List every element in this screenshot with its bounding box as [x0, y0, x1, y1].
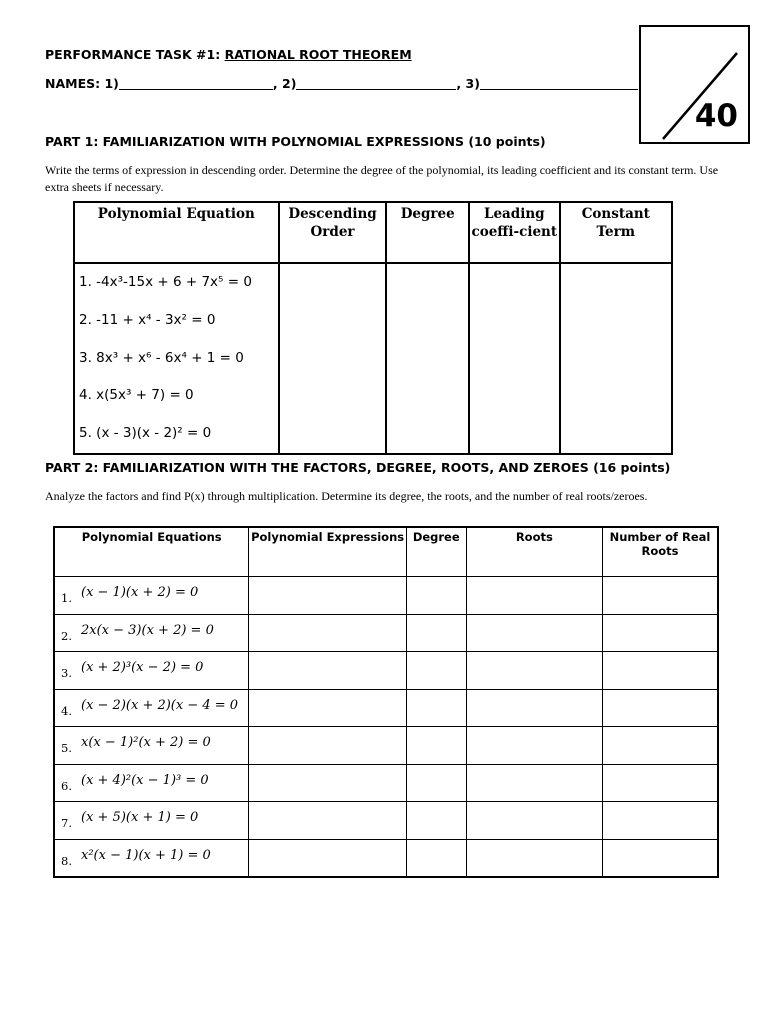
part2-heading: PART 2: FAMILIARIZATION WITH THE FACTORS, DEGREE, ROOTS, AND ZEROES (16 points): [45, 460, 671, 475]
polynomial-equation-cell: [54, 727, 249, 765]
polynomial-expression-answer[interactable]: [249, 802, 406, 840]
names-line: [45, 76, 638, 91]
equation-1: 1. -4x³-15x + 6 + 7x⁵ = 0: [79, 274, 252, 290]
real-roots-count-answer[interactable]: [602, 689, 718, 727]
equation-list: [74, 263, 279, 454]
roots-answer[interactable]: [466, 614, 602, 652]
equation-text: (x + 4)²(x − 1)³ = 0: [81, 772, 209, 788]
table-row: [54, 577, 718, 615]
equation-3: 3. 8x³ + x⁶ - 6x⁴ + 1 = 0: [79, 349, 244, 366]
polynomial-expression-answer[interactable]: [249, 839, 406, 877]
real-roots-count-answer[interactable]: [602, 764, 718, 802]
col-number-of-real-roots: Number of Real Roots: [602, 527, 718, 577]
table-row: [54, 764, 718, 802]
equation-4: 4. x(5x³ + 7) = 0: [79, 387, 194, 404]
degree-answer[interactable]: [406, 652, 466, 690]
col-roots: Roots: [466, 527, 602, 577]
row-number: 4.: [61, 703, 72, 718]
roots-answer[interactable]: [466, 577, 602, 615]
polynomial-equation-cell: [54, 614, 249, 652]
table-row: [54, 839, 718, 877]
row-number: 7.: [61, 816, 72, 831]
row-number: 5.: [61, 741, 72, 756]
real-roots-count-answer[interactable]: [602, 839, 718, 877]
polynomial-equation-cell: [54, 689, 249, 727]
polynomial-expression-answer[interactable]: [249, 614, 406, 652]
equation-5: 5. (x - 3)(x - 2)² = 0: [79, 425, 212, 442]
polynomial-expression-answer[interactable]: [249, 652, 406, 690]
equation-text: 2x(x − 3)(x + 2) = 0: [81, 622, 214, 638]
polynomial-equation-cell: [54, 839, 249, 877]
table-row: [54, 802, 718, 840]
degree-answer[interactable]: [406, 839, 466, 877]
table-row: [54, 727, 718, 765]
row-number: 1.: [61, 591, 72, 606]
real-roots-count-answer[interactable]: [602, 802, 718, 840]
part1-heading: PART 1: FAMILIARIZATION WITH POLYNOMIAL EXPRESSIONS (10 points): [45, 134, 546, 149]
equation-text: x(x − 1)²(x + 2) = 0: [81, 735, 211, 751]
polynomial-equation-cell: [54, 577, 249, 615]
part2-header-row: [54, 527, 718, 577]
task-topic: RATIONAL ROOT THEOREM: [224, 47, 412, 62]
degree-answer[interactable]: [406, 689, 466, 727]
names-sep-2: , 2): [272, 76, 297, 91]
row-number: 3.: [61, 666, 72, 681]
degree-answer[interactable]: [386, 263, 469, 454]
col-constant-term: Constant Term: [560, 202, 672, 263]
names-label: NAMES: 1): [45, 76, 119, 91]
part1-table: [73, 201, 673, 455]
equation-text: (x + 2)³(x − 2) = 0: [81, 660, 204, 676]
equation-2: 2. -11 + x⁴ - 3x² = 0: [79, 311, 216, 328]
roots-answer[interactable]: [466, 802, 602, 840]
table-row: [54, 689, 718, 727]
roots-answer[interactable]: [466, 652, 602, 690]
constant-term-answer[interactable]: [560, 263, 672, 454]
part1-header-row: [74, 202, 672, 263]
name-blank-2[interactable]: [296, 77, 456, 90]
part2-instructions: Analyze the factors and find P(x) through multiplication. Determine its degree, the roots, and the number of real roots/zeroes.: [45, 489, 648, 503]
roots-answer[interactable]: [466, 839, 602, 877]
col-degree: Degree: [386, 202, 469, 263]
degree-answer[interactable]: [406, 577, 466, 615]
real-roots-count-answer[interactable]: [602, 652, 718, 690]
names-sep-3: , 3): [456, 76, 480, 91]
polynomial-expression-answer[interactable]: [249, 689, 406, 727]
roots-answer[interactable]: [466, 727, 602, 765]
task-title: [45, 47, 412, 62]
part1-body-row: [74, 263, 672, 454]
descending-order-answer[interactable]: [279, 263, 387, 454]
name-blank-3[interactable]: [480, 77, 638, 90]
real-roots-count-answer[interactable]: [602, 614, 718, 652]
real-roots-count-answer[interactable]: [602, 577, 718, 615]
score-box: [639, 25, 750, 144]
equation-text: (x − 2)(x + 2)(x − 4 = 0: [81, 697, 239, 713]
polynomial-expression-answer[interactable]: [249, 727, 406, 765]
polynomial-equation-cell: [54, 802, 249, 840]
row-number: 6.: [61, 778, 72, 793]
table-row: [54, 652, 718, 690]
task-prefix: PERFORMANCE TASK #1:: [45, 47, 225, 62]
polynomial-equation-cell: [54, 652, 249, 690]
polynomial-expression-answer[interactable]: [249, 577, 406, 615]
col-leading-coefficient: Leading coeffi-cient: [469, 202, 560, 263]
row-number: 2.: [61, 628, 72, 643]
name-blank-1[interactable]: [119, 77, 273, 90]
degree-answer[interactable]: [406, 802, 466, 840]
part2-rows: [54, 577, 718, 878]
equation-text: (x − 1)(x + 2) = 0: [81, 585, 199, 601]
leading-coefficient-answer[interactable]: [469, 263, 560, 454]
polynomial-equation-cell: [54, 764, 249, 802]
degree-answer[interactable]: [406, 614, 466, 652]
col-polynomial-equations: Polynomial Equations: [54, 527, 249, 577]
degree-answer[interactable]: [406, 727, 466, 765]
col-descending-order: Descending Order: [279, 202, 387, 263]
table-row: [54, 614, 718, 652]
col-degree: Degree: [406, 527, 466, 577]
col-polynomial-equation: Polynomial Equation: [74, 202, 279, 263]
equation-text: x²(x − 1)(x + 1) = 0: [81, 847, 211, 863]
part1-instructions: Write the terms of expression in descending order. Determine the degree of the polynomial, its leading coefficient and its constant term. Use extra sheets if necessary.: [45, 163, 719, 194]
roots-answer[interactable]: [466, 764, 602, 802]
row-number: 8.: [61, 853, 72, 868]
roots-answer[interactable]: [466, 689, 602, 727]
col-polynomial-expressions: Polynomial Expressions: [249, 527, 406, 577]
polynomial-expression-answer[interactable]: [249, 764, 406, 802]
score-total: 40: [694, 98, 738, 134]
equation-text: (x + 5)(x + 1) = 0: [81, 810, 199, 826]
degree-answer[interactable]: [406, 764, 466, 802]
part2-table: [53, 526, 719, 878]
real-roots-count-answer[interactable]: [602, 727, 718, 765]
